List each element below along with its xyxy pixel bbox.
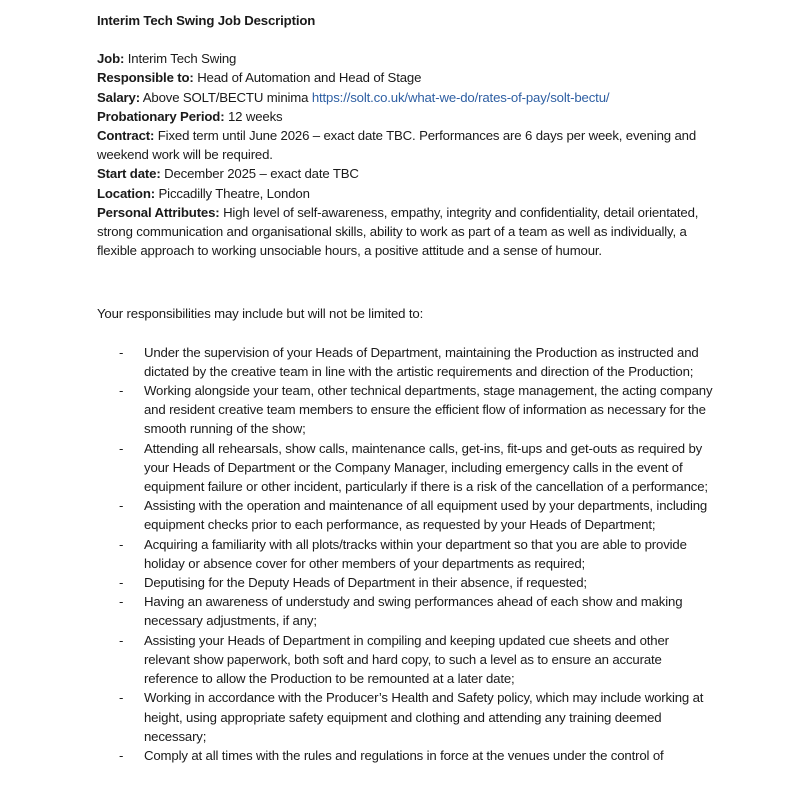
list-item <box>97 688 717 746</box>
field-probationary-period <box>97 107 717 126</box>
field-contract <box>97 126 717 164</box>
bullet-dash-icon: - <box>119 383 124 399</box>
list-item-text: Assisting with the operation and maintenance of all equipment used by your departments, including equipment checks prior to each performance, as requested by your Heads of Department; <box>144 498 708 533</box>
list-item-text: Deputising for the Deputy Heads of Department in their absence, if requested; <box>144 575 587 591</box>
bullet-dash-icon: - <box>119 536 124 552</box>
list-item <box>97 381 717 439</box>
responsibilities-list <box>97 343 717 765</box>
responsibilities-intro: Your responsibilities may include but will not be limited to: <box>97 306 424 322</box>
field-value: December 2025 – exact date TBC <box>164 166 359 182</box>
list-item <box>97 631 717 689</box>
field-responsible-to <box>97 68 717 87</box>
document-title: Interim Tech Swing Job Description <box>97 13 316 28</box>
field-label: Salary: <box>97 89 140 105</box>
field-value: 12 weeks <box>227 108 283 124</box>
bullet-dash-icon: - <box>119 690 124 706</box>
bullet-dash-icon: - <box>119 747 124 763</box>
bullet-dash-icon: - <box>119 575 124 591</box>
field-label: Responsible to: <box>97 70 194 86</box>
list-item-text: Working in accordance with the Producer’s Health and Safety policy, which may include working at height, using appropriate safety equipment and clothing and attending any training deemed necessary; <box>144 690 704 744</box>
list-item-text: Under the supervision of your Heads of Department, maintaining the Production as instructed and dictated by the creative team in line with the artistic requirements and direction of the Production; <box>144 344 699 379</box>
field-salary <box>97 88 717 107</box>
field-personal-attributes <box>97 203 717 261</box>
list-item <box>97 343 717 381</box>
field-label: Probationary Period: <box>97 108 225 124</box>
field-label: Contract: <box>97 128 155 144</box>
document-page <box>97 11 717 765</box>
list-item-text: Having an awareness of understudy and swing performances ahead of each show and making necessary adjustments, if any; <box>144 594 683 629</box>
list-item-text: Acquiring a familiarity with all plots/tracks within your department so that you are able to provide holiday or absence cover for other members of your departments as required; <box>144 536 687 571</box>
field-label: Job: <box>97 51 125 67</box>
field-value: High level of self-awareness, empathy, integrity and confidentiality, detail orientated, strong communication and organisational skills, ability to work as part of a team as well as individually, a flexible approach to working unsociable hours, a positive attitude and a sense of humour. <box>97 204 699 259</box>
list-item <box>97 746 717 765</box>
field-job <box>97 49 717 68</box>
bullet-dash-icon: - <box>119 498 124 514</box>
bullet-dash-icon: - <box>119 440 124 456</box>
list-item <box>97 439 717 497</box>
field-location <box>97 184 717 203</box>
list-item <box>97 535 717 573</box>
list-item-text: Comply at all times with the rules and regulations in force at the venues under the control of <box>144 747 664 763</box>
field-label: Start date: <box>97 166 161 182</box>
field-value: Interim Tech Swing <box>127 51 237 67</box>
bullet-dash-icon: - <box>119 632 124 648</box>
list-item <box>97 592 717 630</box>
list-item-text: Assisting your Heads of Department in compiling and keeping updated cue sheets and other relevant show paperwork, both soft and hard copy, to such a level as to ensure an accurate reference to allow the Production to be remounted at a later date; <box>144 632 669 687</box>
field-value: Above SOLT/BECTU minima <box>142 89 309 105</box>
salary-rates-link[interactable]: https://solt.co.uk/what-we-do/rates-of-pay/solt-bectu/ <box>311 89 610 105</box>
list-item-text: Working alongside your team, other technical departments, stage management, the acting company and resident creative team members to ensure the efficient flow of information as necessary for the smooth running of the show; <box>144 383 713 437</box>
field-value: Fixed term until June 2026 – exact date TBC. Performances are 6 days per week, evening and weekend work will be required. <box>97 128 697 163</box>
list-item <box>97 573 717 592</box>
field-label: Location: <box>97 185 155 201</box>
field-value: Head of Automation and Head of Stage <box>197 70 422 86</box>
field-label: Personal Attributes: <box>97 204 220 220</box>
bullet-dash-icon: - <box>119 594 124 610</box>
bullet-dash-icon: - <box>119 344 124 360</box>
list-item <box>97 496 717 534</box>
field-value: Piccadilly Theatre, London <box>158 185 310 201</box>
field-start-date <box>97 164 717 183</box>
job-details <box>97 49 717 260</box>
list-item-text: Attending all rehearsals, show calls, maintenance calls, get-ins, fit-ups and get-outs as required by your Heads of Department or the Company Manager, including emergency calls in the event of equipment failure or other incident, particularly if there is a risk of the cancellation of a performance; <box>144 440 708 495</box>
